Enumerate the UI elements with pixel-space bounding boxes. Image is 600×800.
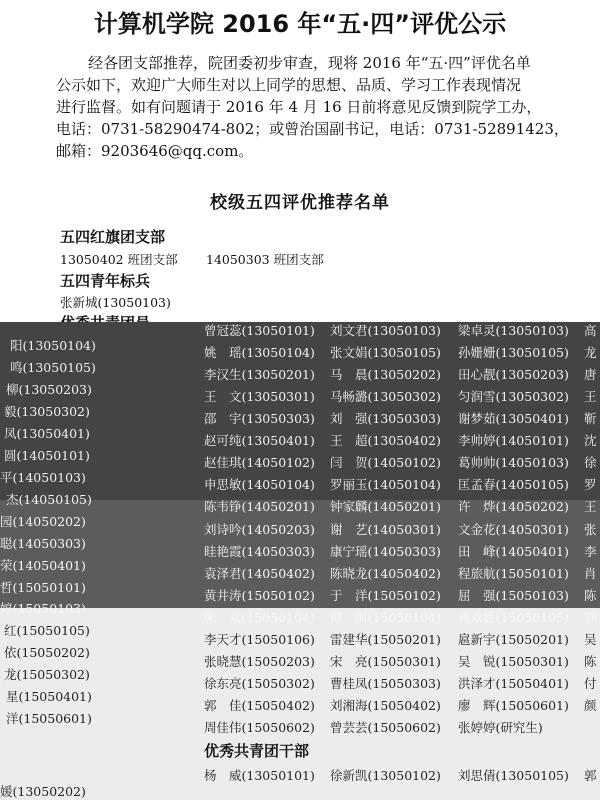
member-left-fragment: 柳(13050203): [6, 381, 92, 397]
member-entry: 廖 辉(15050601): [458, 697, 569, 713]
member-entry: 杨欢娇(15050105): [458, 609, 569, 625]
intro-line: 邮箱：9203646@qq.com。: [56, 142, 254, 160]
member-left-fragment: 哲(15050101): [0, 579, 86, 595]
member-entry: 周佳伟(15050602): [204, 719, 315, 735]
member-left-fragment: 毅(13050302): [4, 403, 90, 419]
member-entry: 姚 瑶(13050104): [204, 345, 315, 361]
cadre-entry: 徐新凯(13050102): [330, 768, 441, 783]
member-left-fragment: 红(15050105): [4, 623, 90, 639]
member-entry: 吴: [584, 631, 597, 647]
intro-line: 经各团支部推荐，院团委初步审查，现将 2016 年“五·四”评优名单: [88, 54, 531, 72]
member-entry: 肖: [584, 565, 597, 581]
member-entry: 罗: [584, 477, 597, 493]
member-entry: 屈 强(15050103): [458, 587, 569, 603]
intro-line: 进行监督。如有问题请于 2016 年 4 月 16 日前将意见反馈到院学工办，: [56, 98, 542, 116]
member-left-fragment: 平(14050103): [0, 469, 86, 485]
member-entry: 徐: [584, 455, 597, 471]
member-left-fragment: 依(15050202): [4, 645, 90, 661]
member-entry: 王 超(13050402): [330, 433, 441, 449]
member-entry: 袁泽君(14050402): [204, 565, 315, 581]
member-left-fragment: 洋(15050601): [6, 711, 92, 727]
member-entry: 申思敏(14050104): [204, 477, 315, 493]
member-entry: 张 欢(15050104): [204, 609, 315, 625]
flag-item: 13050402 班团支部: [60, 252, 178, 267]
member-entry: 沈: [584, 433, 597, 449]
member-entry: 李: [584, 543, 597, 559]
member-entry: 靳: [584, 411, 597, 427]
member-entry: 黄井涛(15050102): [204, 587, 315, 603]
cadre-entry: 刘思倩(13050105): [458, 768, 569, 783]
member-entry: 张: [584, 521, 597, 537]
member-entry: 许 烨(14050202): [458, 499, 569, 515]
cadre-entry: 杨 威(13050101): [204, 768, 315, 783]
member-left-fragment: 园(14050202): [0, 513, 86, 529]
member-entry: 曾芸芸(15050602): [330, 719, 441, 735]
member-entry: 龙: [584, 345, 597, 361]
pioneer-item: 张新城(13050103): [60, 295, 171, 310]
member-entry: 罗丽玉(14050104): [330, 477, 441, 493]
member-entry: 匡孟春(14050105): [458, 477, 569, 493]
cadre-entry: 郭: [584, 768, 597, 783]
member-entry: 张晓慧(15050203): [204, 653, 315, 669]
member-entry: 刘 强(13050303): [330, 411, 441, 427]
member-entry: 陈韦铮(14050201): [204, 499, 315, 515]
member-entry: 邵 宇(13050303): [204, 411, 315, 427]
member-entry: 文金花(14050301): [458, 521, 569, 537]
member-entry: 张文娟(13050105): [330, 345, 441, 361]
intro-paragraph: [56, 52, 576, 162]
member-entry: 吴 锐(15050301): [458, 653, 569, 669]
member-entry: 田心靓(13050203): [458, 367, 569, 383]
member-left-fragment: 凤(13050401): [4, 425, 90, 441]
flag-item: 14050303 班团支部: [206, 252, 324, 267]
member-entry: 马畅潞(13050302): [330, 389, 441, 405]
intro-line: 公示如下，欢迎广大师生对以上同学的思想、品质、学习工作表现情况: [56, 76, 522, 94]
section-heading-cadres: 优秀共青团干部: [204, 742, 310, 760]
member-entry: 马 晨(13050202): [330, 367, 441, 383]
member-entry: 曹桂凤(15050303): [330, 675, 441, 691]
member-entry: 于 洋(15050102): [330, 587, 441, 603]
member-entry: 李汉生(13050201): [204, 367, 315, 383]
member-entry: 唐: [584, 367, 597, 383]
member-entry: 闫 贺(14050102): [330, 455, 441, 471]
member-left-fragment: 阳(13050104): [10, 338, 96, 353]
member-entry: 李帅婷(14050101): [458, 433, 569, 449]
member-left-fragment: 龙(15050302): [4, 667, 90, 683]
member-entry: 李天才(15050106): [204, 631, 315, 647]
intro-line: 电话：0731-58290474-802；或曾治国副书记，电话：0731-52891423，: [56, 120, 569, 138]
member-entry: 洪泽才(15050401): [458, 675, 569, 691]
list-title: 校级五四评优推荐名单: [210, 193, 390, 213]
member-left-fragment: 星(15050401): [6, 689, 92, 705]
member-entry: 匀润雪(13050302): [458, 389, 569, 405]
member-left-fragment: 杰(14050105): [6, 491, 92, 507]
member-entry: 颜: [584, 697, 597, 713]
member-entry: 谭 丽(15050104): [330, 609, 441, 625]
member-entry: 陈: [584, 653, 597, 669]
member-entry: 康宁瑶(14050303): [330, 543, 441, 559]
cadre-left-fragment: 媛(13050202): [0, 784, 86, 799]
member-entry: 陈: [584, 609, 597, 625]
member-entry: 梁卓灵(13050103): [458, 323, 569, 338]
member-left-fragment: 荣(14050401): [0, 557, 86, 573]
member-left-fragment: 圆(14050101): [4, 447, 90, 463]
member-entry: 王: [584, 499, 597, 515]
section-heading-flag: 五四红旗团支部: [60, 228, 166, 246]
member-entry: 雷建华(15050201): [330, 631, 441, 647]
member-entry: 眭艳霞(14050303): [204, 543, 315, 559]
member-entry: 徐东亮(15050302): [204, 675, 315, 691]
member-left-fragment: 聪(14050303): [0, 535, 86, 551]
member-entry: 刘诗吟(14050203): [204, 521, 315, 537]
member-entry: 刘湘海(15050402): [330, 697, 441, 713]
member-entry: 赵佳琪(14050102): [204, 455, 315, 471]
member-entry: 陈晓龙(14050402): [330, 565, 441, 581]
member-entry: 葛帅帅(14050103): [458, 455, 569, 471]
member-entry: 谢梦茹(13050401): [458, 411, 569, 427]
member-entry: 刘文君(13050103): [330, 323, 441, 338]
member-entry: 扈新宇(15050201): [458, 631, 569, 647]
member-entry: 王 文(13050301): [204, 389, 315, 405]
page-title: 计算机学院 2016 年“五·四”评优公示: [93, 10, 507, 38]
member-entry: 谢 艺(14050301): [330, 521, 441, 537]
member-entry: 郭 佳(15050402): [204, 697, 315, 713]
member-left-fragment: 鸣(13050105): [10, 359, 96, 375]
member-entry: 高: [584, 323, 597, 338]
member-left-fragment: 婷(15050103): [0, 601, 86, 617]
member-entry: 钟家麟(14050201): [330, 499, 441, 515]
member-entry: 陈: [584, 587, 597, 603]
member-entry: 宋 亮(15050301): [330, 653, 441, 669]
member-entry: 田 峰(14050401): [458, 543, 569, 559]
member-entry: 付: [584, 675, 597, 691]
member-entry: 程旅航(15050101): [458, 565, 569, 581]
member-entry: 曾冠蕊(13050101): [204, 323, 315, 338]
member-entry: 赵可纯(13050401): [204, 433, 315, 449]
member-entry: 张婷婷(研究生): [458, 719, 543, 735]
member-entry: 王: [584, 389, 597, 405]
section-heading-pioneer: 五四青年标兵: [60, 272, 151, 290]
member-entry: 孙姗姗(13050105): [458, 345, 569, 361]
